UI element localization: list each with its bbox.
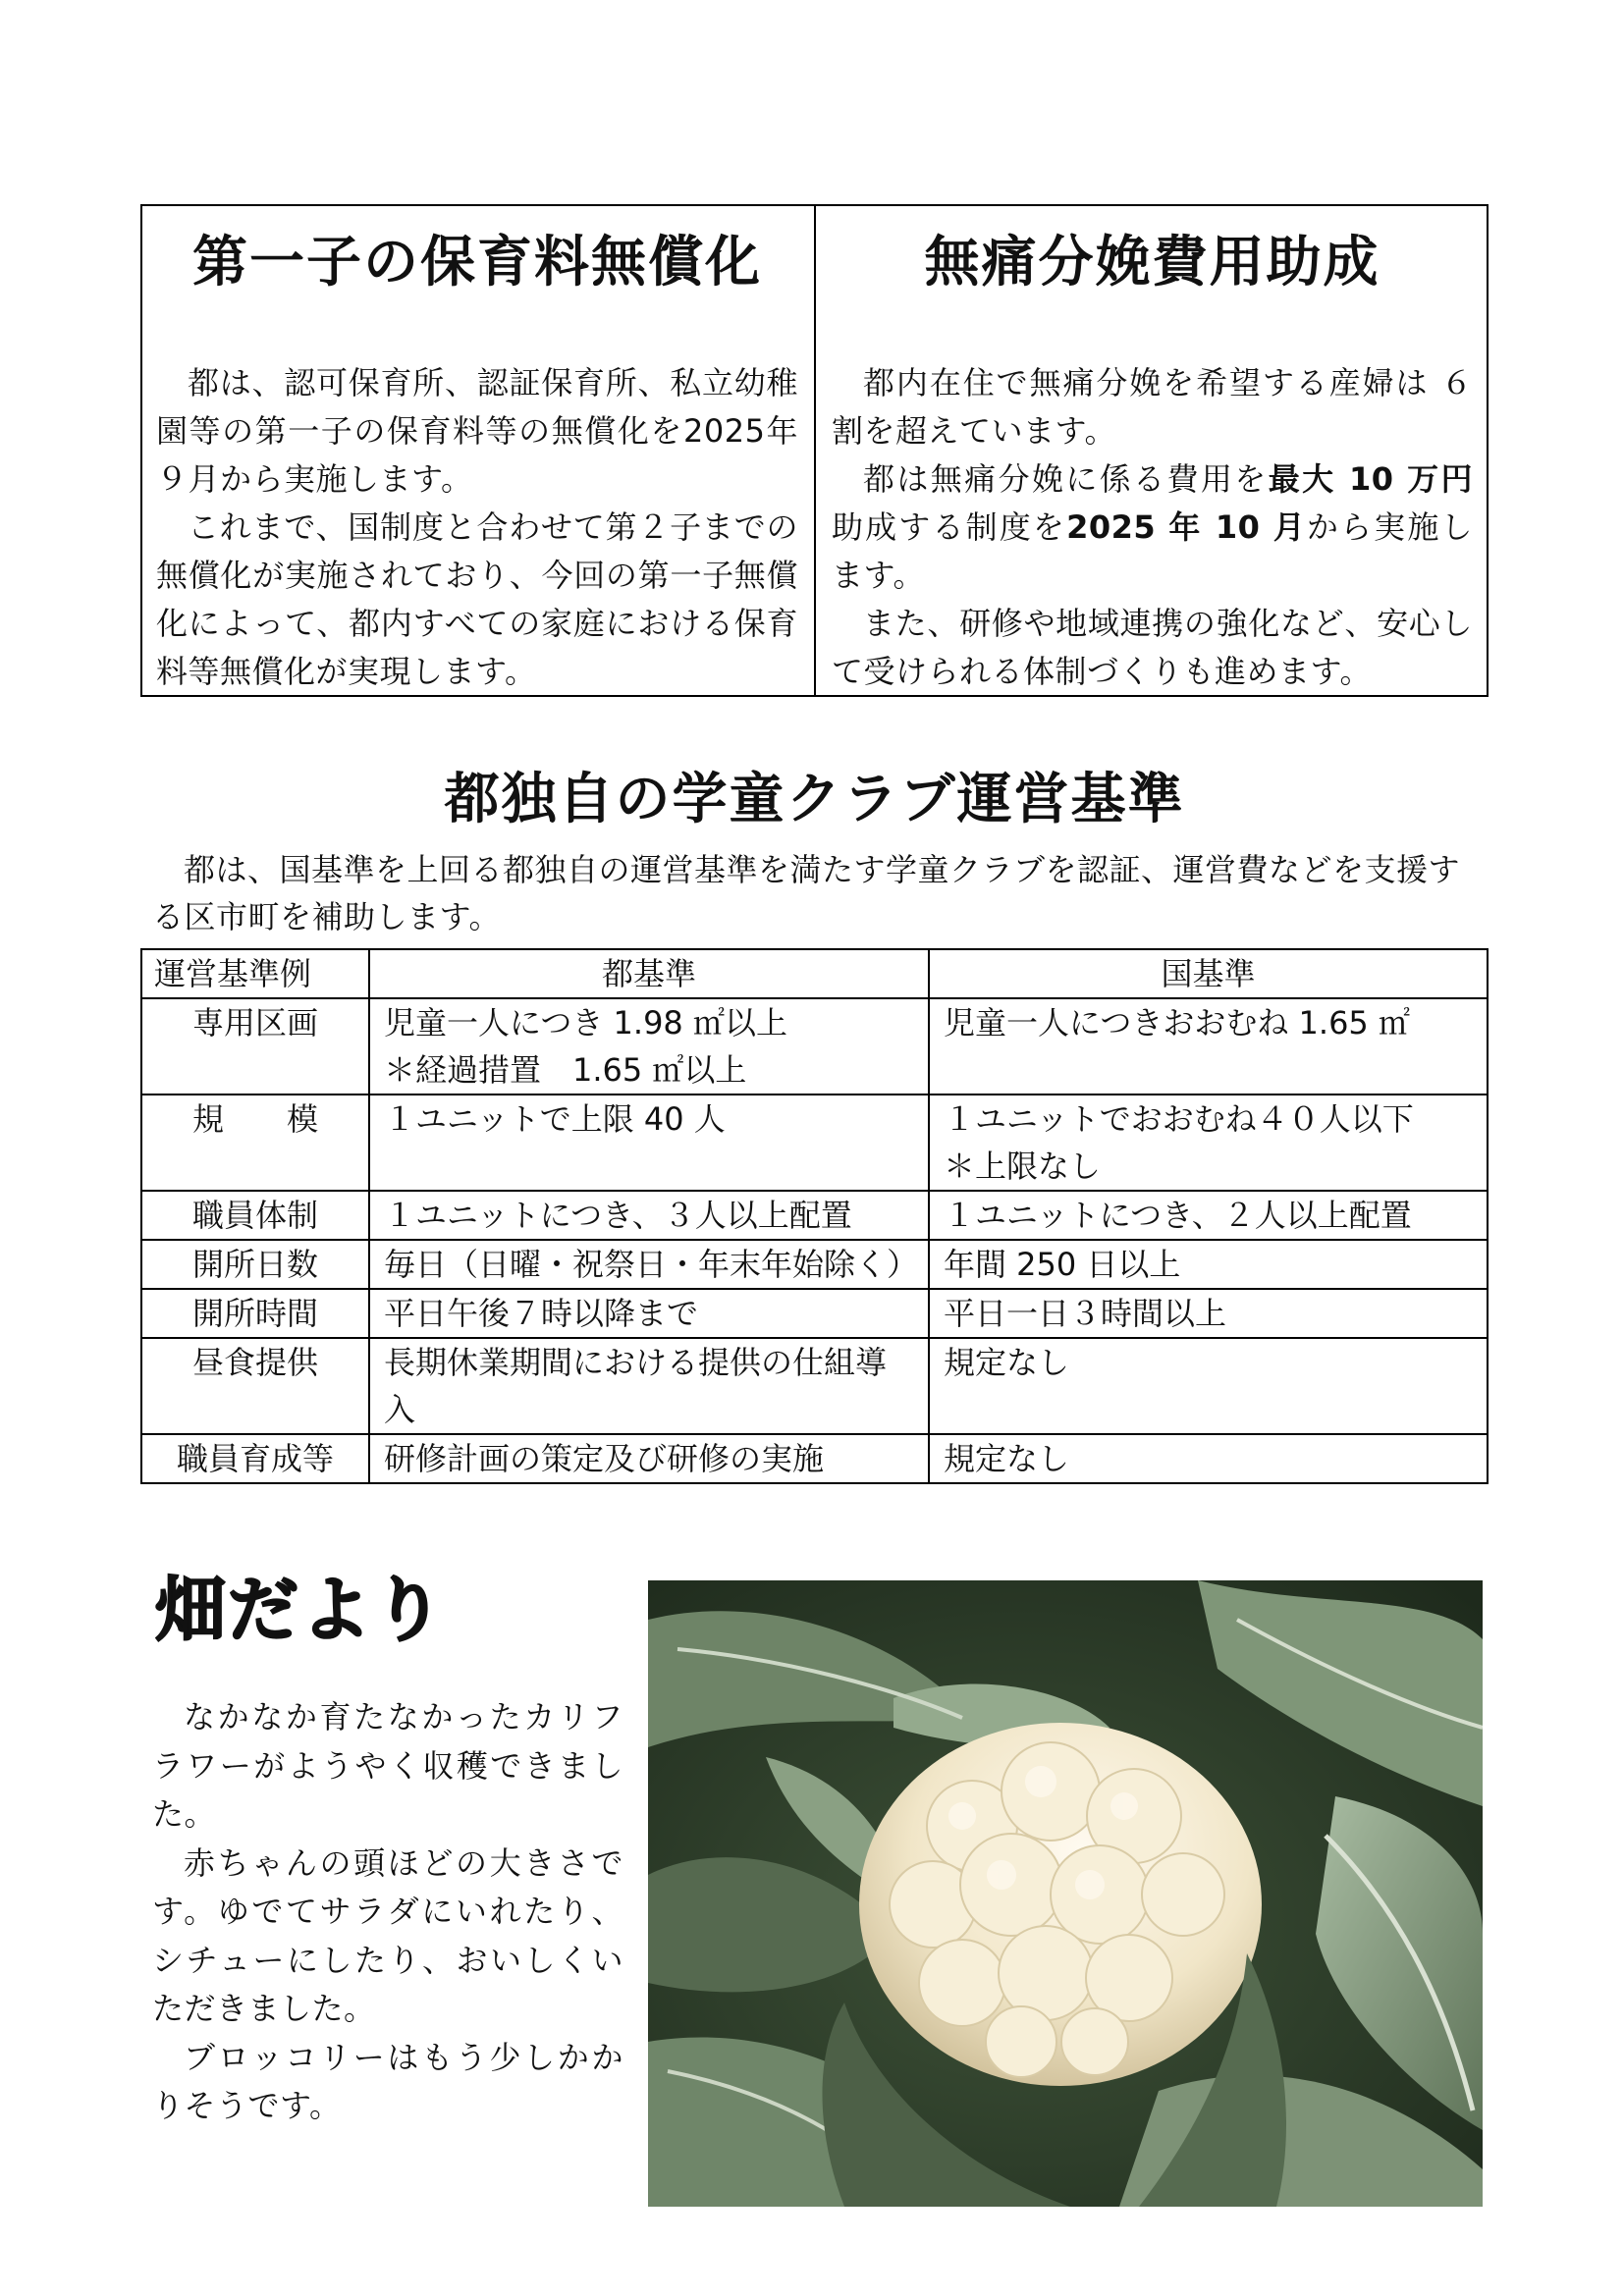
childcare-fee-paragraph-2: これまで、国制度と合わせて第２子までの無償化が実施されており、今回の第一子無償化によって、都内すべての家庭における保育料等無償化が実現します。	[156, 508, 798, 690]
childcare-fee-paragraph-1: 都は、認可保育所、認証保育所、私立幼稚園等の第一子の保育料等の無償化を2025年９月から実施します。	[156, 364, 798, 498]
row-category: 開所日数	[141, 1240, 369, 1289]
tokyo-cell: 児童一人につき 1.98 ㎡以上 ＊経過措置 1.65 ㎡以上	[369, 998, 929, 1095]
row-category: 職員育成等	[141, 1434, 369, 1483]
table-row	[141, 1338, 1488, 1434]
hatake-paragraph-2: 赤ちゃんの頭ほどの大きさです。ゆでてサラダにいれたり、シチューにしたり、おいしくいただきました。	[152, 1843, 623, 2027]
row-category: 開所時間	[141, 1289, 369, 1338]
epidural-subsidy-title: 無痛分娩費用助成	[924, 231, 1380, 294]
row-category: 職員体制	[141, 1191, 369, 1240]
national-cell: 年間 250 日以上	[929, 1240, 1488, 1289]
tokyo-cell: １ユニットで上限 40 人	[369, 1095, 929, 1191]
childcare-fee-column	[142, 206, 816, 695]
epidural-subsidy-body	[832, 359, 1473, 696]
gakudo-intro: 都は、国基準を上回る都独自の運営基準を満たす学童クラブを認証、運営費などを支援する区市町を補助します。	[152, 851, 1461, 935]
table-row	[141, 1240, 1488, 1289]
epidural-paragraph-2: 都は無痛分娩に係る費用を最大 10 万円助成する制度を2025 年 10 月から実施します。	[832, 460, 1473, 594]
table-row	[141, 1095, 1488, 1191]
standards-table	[140, 948, 1489, 1484]
childcare-fee-title: 第一子の保育料無償化	[192, 231, 762, 294]
header-tokyo-standard: 都基準	[369, 949, 929, 998]
table-header-row	[141, 949, 1488, 998]
header-national-standard: 国基準	[929, 949, 1488, 998]
tokyo-cell: 研修計画の策定及び研修の実施	[369, 1434, 929, 1483]
hatake-paragraph-1: なかなか育たなかったカリフラワーがようやく収穫できました。	[152, 1698, 623, 1833]
table-row	[141, 1289, 1488, 1338]
tokyo-cell: 長期休業期間における提供の仕組導入	[369, 1338, 929, 1434]
tokyo-cell: 平日午後７時以降まで	[369, 1289, 929, 1338]
row-category: 昼食提供	[141, 1338, 369, 1434]
tokyo-cell: 毎日（日曜・祝祭日・年末年始除く）	[369, 1240, 929, 1289]
row-category: 規 模	[141, 1095, 369, 1191]
national-cell: 児童一人につきおおむね 1.65 ㎡	[929, 998, 1488, 1095]
header-category: 運営基準例	[141, 949, 369, 998]
row-category: 専用区画	[141, 998, 369, 1095]
gakudo-section-title: 都独自の学童クラブ運営基準	[444, 768, 1185, 831]
tokyo-cell: １ユニットにつき、３人以上配置	[369, 1191, 929, 1240]
national-cell: 平日一日３時間以上	[929, 1289, 1488, 1338]
national-cell: 規定なし	[929, 1338, 1488, 1434]
cauliflower-photo	[648, 1580, 1483, 2207]
start-date-highlight: 2025 年 10 月	[1066, 508, 1307, 546]
national-cell: 規定なし	[929, 1434, 1488, 1483]
epidural-subsidy-column	[816, 206, 1487, 695]
hatake-body	[152, 1693, 623, 2131]
epidural-paragraph-3: また、研修や地域連携の強化など、安心して受けられる体制づくりも進めます。	[832, 605, 1473, 690]
table-row	[141, 998, 1488, 1095]
table-row	[141, 1191, 1488, 1240]
hatake-title: 畑だより	[155, 1569, 447, 1651]
top-info-box	[140, 204, 1489, 697]
max-amount-highlight: 最大 10 万円	[1268, 460, 1473, 498]
national-cell: １ユニットにつき、２人以上配置	[929, 1191, 1488, 1240]
table-row	[141, 1434, 1488, 1483]
hatake-paragraph-3: ブロッコリーはもう少しかかりそうです。	[152, 2038, 623, 2124]
epidural-paragraph-1: 都内在住で無痛分娩を希望する産婦は ６割を超えています。	[832, 364, 1473, 450]
national-cell: １ユニットでおおむね４０人以下 ＊上限なし	[929, 1095, 1488, 1191]
childcare-fee-body	[156, 359, 798, 696]
